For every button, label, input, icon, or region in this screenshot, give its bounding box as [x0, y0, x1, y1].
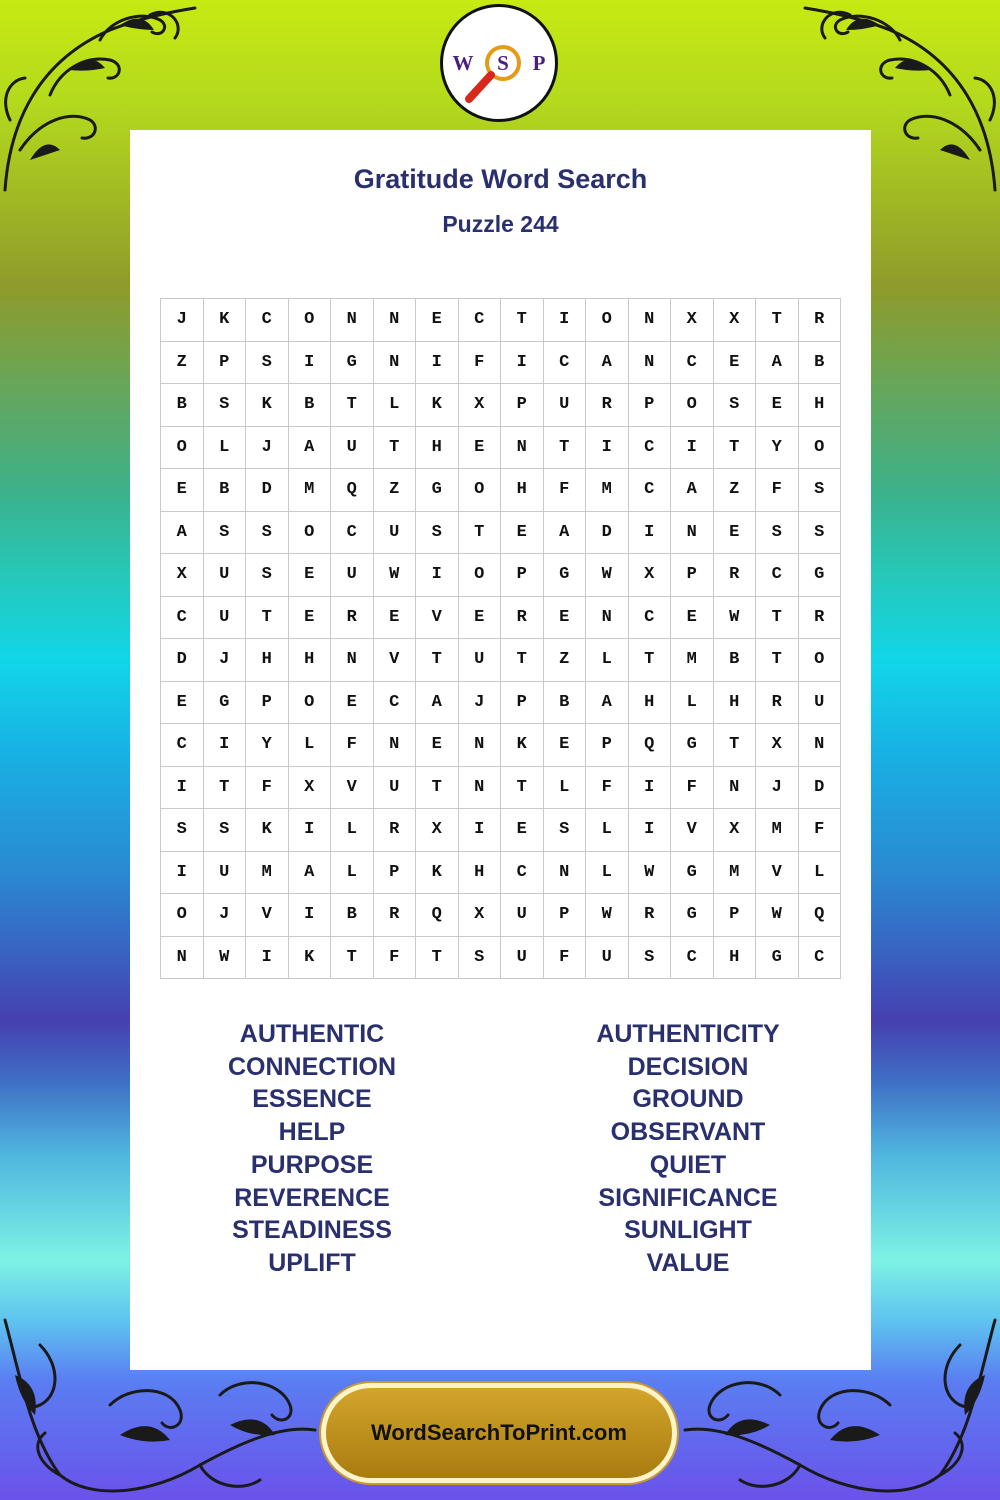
grid-cell[interactable]: Y — [756, 427, 799, 470]
logo-letter-p: P — [532, 51, 546, 75]
grid-cell[interactable]: F — [544, 937, 587, 980]
grid-cell[interactable]: S — [756, 512, 799, 555]
word-item: DECISION — [627, 1052, 749, 1081]
grid-cell[interactable]: Y — [246, 724, 289, 767]
grid-cell[interactable]: P — [501, 554, 544, 597]
grid-cell[interactable]: L — [289, 724, 332, 767]
grid-cell[interactable]: W — [629, 852, 672, 895]
grid-cell[interactable]: P — [374, 852, 417, 895]
grid-cell[interactable]: Q — [331, 469, 374, 512]
grid-cell[interactable]: T — [416, 937, 459, 980]
grid-cell[interactable]: O — [671, 384, 714, 427]
grid-cell[interactable]: I — [629, 809, 672, 852]
grid-cell[interactable]: S — [246, 554, 289, 597]
grid-cell[interactable]: M — [671, 639, 714, 682]
grid-cell[interactable]: S — [544, 809, 587, 852]
word-list-right — [538, 1018, 838, 1280]
grid-cell[interactable]: T — [331, 384, 374, 427]
grid-cell[interactable]: W — [756, 894, 799, 937]
grid-cell[interactable]: B — [161, 384, 204, 427]
grid-cell[interactable]: G — [799, 554, 842, 597]
grid-cell[interactable]: L — [586, 809, 629, 852]
grid-cell[interactable]: S — [799, 512, 842, 555]
word-item: HELP — [278, 1118, 346, 1147]
grid-cell[interactable]: V — [374, 639, 417, 682]
grid-cell[interactable]: T — [544, 427, 587, 470]
grid-cell[interactable]: D — [799, 767, 842, 810]
grid-cell[interactable]: K — [501, 724, 544, 767]
grid-cell[interactable]: N — [331, 639, 374, 682]
grid-cell[interactable]: P — [629, 384, 672, 427]
grid-cell[interactable]: J — [161, 299, 204, 342]
grid-cell[interactable]: W — [714, 597, 757, 640]
grid-cell[interactable]: O — [799, 427, 842, 470]
word-item: GROUND — [632, 1085, 744, 1114]
grid-cell[interactable]: T — [756, 597, 799, 640]
word-item: PURPOSE — [250, 1150, 374, 1179]
puzzle-number: Puzzle 244 — [442, 211, 559, 237]
grid-cell[interactable]: H — [416, 427, 459, 470]
grid-cell[interactable]: L — [204, 427, 247, 470]
grid-cell[interactable]: C — [161, 724, 204, 767]
grid-cell[interactable]: T — [501, 299, 544, 342]
grid-cell[interactable]: K — [246, 384, 289, 427]
grid-cell[interactable]: K — [246, 809, 289, 852]
grid-cell[interactable]: E — [714, 342, 757, 385]
grid-cell[interactable]: W — [204, 937, 247, 980]
grid-cell[interactable]: I — [501, 342, 544, 385]
grid-cell[interactable]: P — [714, 894, 757, 937]
grid-cell[interactable]: I — [544, 299, 587, 342]
grid-cell[interactable]: N — [331, 299, 374, 342]
grid-cell[interactable]: P — [246, 682, 289, 725]
grid-cell[interactable]: A — [671, 469, 714, 512]
grid-cell[interactable]: L — [331, 852, 374, 895]
word-item: AUTHENTIC — [239, 1020, 385, 1048]
grid-cell[interactable]: O — [799, 639, 842, 682]
grid-cell[interactable]: R — [586, 384, 629, 427]
word-item: SUNLIGHT — [624, 1216, 752, 1245]
grid-cell[interactable]: S — [204, 512, 247, 555]
grid-cell[interactable]: S — [161, 809, 204, 852]
grid-cell[interactable]: I — [671, 427, 714, 470]
grid-cell[interactable]: J — [756, 767, 799, 810]
grid-cell[interactable]: U — [586, 937, 629, 980]
grid-cell[interactable]: H — [629, 682, 672, 725]
grid-cell[interactable]: A — [289, 852, 332, 895]
grid-cell[interactable]: N — [374, 342, 417, 385]
grid-cell[interactable]: L — [586, 639, 629, 682]
grid-cell[interactable]: I — [416, 342, 459, 385]
grid-cell[interactable]: M — [586, 469, 629, 512]
word-item: VALUE — [646, 1248, 730, 1277]
grid-cell[interactable]: V — [331, 767, 374, 810]
grid-cell[interactable]: X — [714, 299, 757, 342]
logo-letter-s: S — [497, 51, 509, 75]
grid-cell[interactable]: B — [289, 384, 332, 427]
grid-cell[interactable]: E — [161, 682, 204, 725]
letter-grid — [160, 298, 841, 979]
grid-cell[interactable]: I — [416, 554, 459, 597]
grid-cell[interactable]: N — [714, 767, 757, 810]
grid-cell[interactable]: W — [586, 554, 629, 597]
grid-cell[interactable]: H — [246, 639, 289, 682]
grid-cell[interactable]: T — [374, 427, 417, 470]
grid-cell[interactable]: U — [374, 767, 417, 810]
grid-cell[interactable]: G — [544, 554, 587, 597]
grid-cell[interactable]: O — [586, 299, 629, 342]
grid-cell[interactable]: Z — [714, 469, 757, 512]
grid-cell[interactable]: P — [671, 554, 714, 597]
grid-cell[interactable]: D — [246, 469, 289, 512]
grid-cell[interactable]: N — [671, 512, 714, 555]
grid-cell[interactable]: U — [501, 894, 544, 937]
grid-cell[interactable]: R — [374, 894, 417, 937]
grid-cell[interactable]: X — [671, 299, 714, 342]
grid-cell[interactable]: I — [629, 512, 672, 555]
grid-cell[interactable]: L — [671, 682, 714, 725]
grid-cell[interactable]: U — [331, 427, 374, 470]
grid-cell[interactable]: G — [671, 724, 714, 767]
grid-cell[interactable]: X — [289, 767, 332, 810]
grid-cell[interactable]: M — [756, 809, 799, 852]
grid-cell[interactable]: R — [629, 894, 672, 937]
grid-cell[interactable]: Q — [629, 724, 672, 767]
grid-cell[interactable]: N — [629, 299, 672, 342]
grid-cell[interactable]: E — [289, 597, 332, 640]
grid-cell[interactable]: I — [289, 342, 332, 385]
grid-cell[interactable]: U — [799, 682, 842, 725]
grid-cell[interactable]: Q — [799, 894, 842, 937]
grid-cell[interactable]: S — [799, 469, 842, 512]
grid-cell[interactable]: A — [586, 342, 629, 385]
grid-cell[interactable]: T — [416, 767, 459, 810]
grid-cell[interactable]: P — [501, 384, 544, 427]
grid-cell[interactable]: F — [671, 767, 714, 810]
grid-cell[interactable]: F — [799, 809, 842, 852]
grid-cell[interactable]: T — [246, 597, 289, 640]
grid-cell[interactable]: Z — [161, 342, 204, 385]
grid-cell[interactable]: U — [331, 554, 374, 597]
grid-cell[interactable]: H — [501, 469, 544, 512]
grid-cell[interactable]: E — [544, 724, 587, 767]
grid-cell[interactable]: I — [204, 724, 247, 767]
grid-cell[interactable]: E — [544, 597, 587, 640]
grid-cell[interactable]: F — [374, 937, 417, 980]
grid-cell[interactable]: R — [331, 597, 374, 640]
grid-cell[interactable]: O — [289, 299, 332, 342]
grid-cell[interactable]: N — [629, 342, 672, 385]
grid-cell[interactable]: M — [289, 469, 332, 512]
grid-cell[interactable]: T — [204, 767, 247, 810]
grid-cell[interactable]: E — [374, 597, 417, 640]
grid-cell[interactable]: K — [416, 384, 459, 427]
grid-cell[interactable]: X — [459, 894, 502, 937]
grid-cell[interactable]: B — [204, 469, 247, 512]
grid-cell[interactable]: F — [756, 469, 799, 512]
grid-cell[interactable]: B — [331, 894, 374, 937]
grid-cell[interactable]: S — [246, 512, 289, 555]
grid-cell[interactable]: K — [289, 937, 332, 980]
grid-cell[interactable]: S — [629, 937, 672, 980]
grid-cell[interactable]: F — [544, 469, 587, 512]
grid-cell[interactable]: N — [501, 427, 544, 470]
grid-cell[interactable]: P — [501, 682, 544, 725]
grid-cell[interactable]: C — [629, 469, 672, 512]
grid-cell[interactable]: E — [459, 427, 502, 470]
grid-cell[interactable]: A — [586, 682, 629, 725]
grid-cell[interactable]: E — [416, 724, 459, 767]
word-item: SIGNIFICANCE — [598, 1183, 778, 1212]
grid-cell[interactable]: U — [459, 639, 502, 682]
grid-cell[interactable]: A — [416, 682, 459, 725]
grid-cell[interactable]: E — [459, 597, 502, 640]
grid-cell[interactable]: I — [289, 894, 332, 937]
word-list-left — [162, 1018, 462, 1280]
grid-cell[interactable]: X — [714, 809, 757, 852]
grid-cell[interactable]: J — [246, 427, 289, 470]
grid-cell[interactable]: O — [459, 554, 502, 597]
puzzle-card — [130, 130, 871, 1370]
grid-cell[interactable]: E — [331, 682, 374, 725]
grid-cell[interactable]: G — [331, 342, 374, 385]
grid-cell[interactable]: M — [714, 852, 757, 895]
grid-cell[interactable]: K — [204, 299, 247, 342]
grid-cell[interactable]: X — [416, 809, 459, 852]
grid-cell[interactable]: V — [416, 597, 459, 640]
grid-cell[interactable]: N — [374, 299, 417, 342]
grid-cell[interactable]: B — [799, 342, 842, 385]
grid-cell[interactable]: S — [459, 937, 502, 980]
grid-cell[interactable]: L — [544, 767, 587, 810]
grid-cell[interactable]: I — [629, 767, 672, 810]
grid-cell[interactable]: I — [459, 809, 502, 852]
grid-cell[interactable]: O — [289, 512, 332, 555]
grid-cell[interactable]: C — [459, 299, 502, 342]
grid-cell[interactable]: V — [246, 894, 289, 937]
grid-cell[interactable]: T — [501, 639, 544, 682]
grid-cell[interactable]: N — [459, 767, 502, 810]
grid-cell[interactable]: E — [756, 384, 799, 427]
grid-cell[interactable]: P — [544, 894, 587, 937]
grid-cell[interactable]: N — [459, 724, 502, 767]
grid-cell[interactable]: N — [799, 724, 842, 767]
grid-cell[interactable]: T — [416, 639, 459, 682]
grid-cell[interactable]: Z — [544, 639, 587, 682]
grid-cell[interactable]: H — [799, 384, 842, 427]
grid-cell[interactable]: K — [416, 852, 459, 895]
word-item: CONNECTION — [227, 1052, 397, 1081]
grid-cell[interactable]: T — [501, 767, 544, 810]
grid-cell[interactable]: F — [331, 724, 374, 767]
word-item: UPLIFT — [268, 1248, 356, 1277]
grid-cell[interactable]: G — [204, 682, 247, 725]
grid-cell[interactable]: X — [629, 554, 672, 597]
grid-cell[interactable]: E — [714, 512, 757, 555]
grid-cell[interactable]: C — [374, 682, 417, 725]
grid-cell[interactable]: C — [756, 554, 799, 597]
page-title: Gratitude Word Search — [353, 164, 648, 194]
grid-cell[interactable]: N — [586, 597, 629, 640]
grid-cell[interactable]: H — [459, 852, 502, 895]
grid-cell[interactable]: R — [501, 597, 544, 640]
grid-cell[interactable]: C — [799, 937, 842, 980]
grid-cell[interactable]: L — [331, 809, 374, 852]
grid-cell[interactable]: I — [289, 809, 332, 852]
word-item: ESSENCE — [252, 1085, 372, 1114]
grid-cell[interactable]: U — [374, 512, 417, 555]
grid-cell[interactable]: Q — [416, 894, 459, 937]
grid-cell[interactable]: D — [161, 639, 204, 682]
grid-cell[interactable]: A — [161, 512, 204, 555]
grid-cell[interactable]: C — [544, 342, 587, 385]
grid-cell[interactable]: U — [544, 384, 587, 427]
grid-cell[interactable]: B — [544, 682, 587, 725]
grid-cell[interactable]: N — [544, 852, 587, 895]
grid-cell[interactable]: J — [204, 894, 247, 937]
grid-cell[interactable]: R — [714, 554, 757, 597]
grid-cell[interactable]: U — [204, 554, 247, 597]
grid-cell[interactable]: S — [714, 384, 757, 427]
grid-cell[interactable]: U — [204, 597, 247, 640]
site-logo[interactable] — [440, 4, 558, 122]
grid-cell[interactable]: L — [374, 384, 417, 427]
grid-cell[interactable]: I — [161, 767, 204, 810]
grid-cell[interactable]: O — [459, 469, 502, 512]
grid-cell[interactable]: C — [671, 937, 714, 980]
grid-cell[interactable]: C — [161, 597, 204, 640]
grid-cell[interactable]: T — [629, 639, 672, 682]
grid-cell[interactable]: I — [586, 427, 629, 470]
grid-cell[interactable]: E — [501, 512, 544, 555]
word-item: REVERENCE — [234, 1183, 390, 1212]
grid-cell[interactable]: C — [246, 299, 289, 342]
grid-cell[interactable]: T — [756, 299, 799, 342]
grid-cell[interactable]: C — [629, 427, 672, 470]
grid-cell[interactable]: G — [416, 469, 459, 512]
grid-cell[interactable]: P — [204, 342, 247, 385]
grid-cell[interactable]: P — [586, 724, 629, 767]
grid-cell[interactable]: F — [586, 767, 629, 810]
grid-cell[interactable]: N — [161, 937, 204, 980]
grid-cell[interactable]: L — [799, 852, 842, 895]
grid-cell[interactable]: G — [756, 937, 799, 980]
grid-cell[interactable]: E — [501, 809, 544, 852]
grid-cell[interactable]: L — [586, 852, 629, 895]
grid-cell[interactable]: X — [459, 384, 502, 427]
grid-cell[interactable]: J — [459, 682, 502, 725]
grid-cell[interactable]: V — [756, 852, 799, 895]
grid-cell[interactable]: W — [586, 894, 629, 937]
grid-cell[interactable]: S — [246, 342, 289, 385]
grid-cell[interactable]: H — [714, 937, 757, 980]
grid-cell[interactable]: R — [799, 299, 842, 342]
grid-cell[interactable]: X — [756, 724, 799, 767]
grid-cell[interactable]: H — [289, 639, 332, 682]
grid-cell[interactable]: W — [374, 554, 417, 597]
grid-cell[interactable]: R — [756, 682, 799, 725]
magnifier-icon — [443, 7, 555, 119]
grid-cell[interactable]: T — [331, 937, 374, 980]
grid-cell[interactable]: G — [671, 852, 714, 895]
word-item: AUTHENTICITY — [596, 1020, 780, 1048]
grid-cell[interactable]: S — [416, 512, 459, 555]
word-item: STEADINESS — [232, 1216, 392, 1245]
grid-cell[interactable]: I — [246, 937, 289, 980]
website-button[interactable]: WordSearchToPrint.com — [321, 1383, 677, 1483]
grid-cell[interactable]: C — [501, 852, 544, 895]
grid-cell[interactable]: U — [501, 937, 544, 980]
word-item: OBSERVANT — [610, 1118, 766, 1147]
grid-cell[interactable]: E — [416, 299, 459, 342]
grid-cell[interactable]: V — [671, 809, 714, 852]
grid-cell[interactable]: O — [289, 682, 332, 725]
grid-cell[interactable]: E — [289, 554, 332, 597]
grid-cell[interactable]: C — [629, 597, 672, 640]
grid-cell[interactable]: U — [204, 852, 247, 895]
grid-cell[interactable]: Z — [374, 469, 417, 512]
grid-cell[interactable]: G — [671, 894, 714, 937]
grid-cell[interactable]: T — [459, 512, 502, 555]
grid-cell[interactable]: J — [204, 639, 247, 682]
grid-cell[interactable]: S — [204, 384, 247, 427]
grid-cell[interactable]: A — [289, 427, 332, 470]
grid-cell[interactable]: F — [459, 342, 502, 385]
grid-cell[interactable]: A — [544, 512, 587, 555]
grid-cell[interactable]: C — [331, 512, 374, 555]
grid-cell[interactable]: A — [756, 342, 799, 385]
grid-cell[interactable]: I — [161, 852, 204, 895]
grid-cell[interactable]: E — [161, 469, 204, 512]
grid-cell[interactable]: O — [161, 894, 204, 937]
grid-cell[interactable]: E — [671, 597, 714, 640]
grid-cell[interactable]: T — [756, 639, 799, 682]
grid-cell[interactable]: C — [671, 342, 714, 385]
grid-cell[interactable]: T — [714, 724, 757, 767]
grid-cell[interactable]: S — [204, 809, 247, 852]
grid-cell[interactable]: R — [374, 809, 417, 852]
grid-cell[interactable]: M — [246, 852, 289, 895]
logo-letter-w: W — [452, 51, 474, 75]
grid-cell[interactable]: F — [246, 767, 289, 810]
grid-cell[interactable]: R — [799, 597, 842, 640]
grid-cell[interactable]: O — [161, 427, 204, 470]
word-item: QUIET — [649, 1150, 727, 1179]
grid-cell[interactable]: B — [714, 639, 757, 682]
grid-cell[interactable]: X — [161, 554, 204, 597]
grid-cell[interactable]: D — [586, 512, 629, 555]
grid-cell[interactable]: N — [374, 724, 417, 767]
grid-cell[interactable]: H — [714, 682, 757, 725]
grid-cell[interactable]: T — [714, 427, 757, 470]
